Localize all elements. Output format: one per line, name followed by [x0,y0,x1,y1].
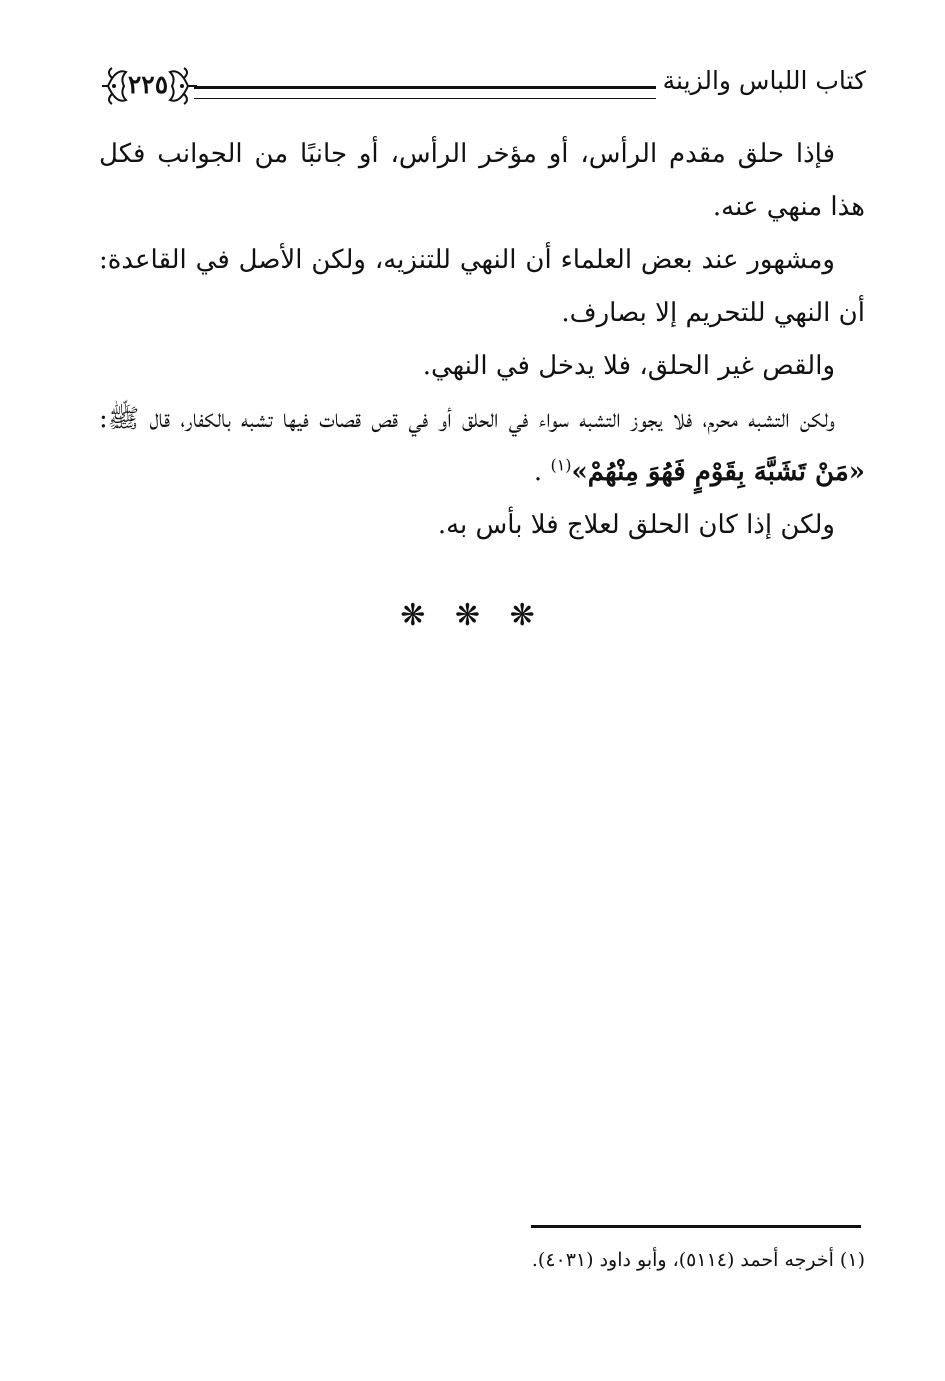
paragraph: ومشهور عند بعض العلماء أن النهي للتنزيه، ولكن الأصل في القاعدة: أن النهي للتحريم إلا بصارف. [99,245,865,328]
paragraph: فإذا حلق مقدم الرأس، أو مؤخر الرأس، أو جانبًا من الجوانب فكل هذا منهي عنه. [99,139,865,222]
footnote-rule [531,1225,861,1228]
footnote: (١) أخرجه أحمد (٥١١٤)، وأبو داود (٤٠٣١). [531,1249,865,1271]
paragraph-with-hadith [99,393,865,499]
page-header [98,58,866,114]
footnote-reference: (١) [550,455,572,475]
running-title: كتاب اللباس والزينة [662,66,866,95]
page-number: ٢٢٥ [127,70,169,99]
page-number-ornament [98,58,198,114]
paragraph-text: ولكن التشبه محرم، فلا يجوز التشبه سواء في الحلق أو في قص قصات فيها تشبه بالكفار، قال ﷺ: [99,404,835,434]
main-text [99,128,865,552]
hadith-quote: «مَنْ تَشَبَّهَ بِقَوْمٍ فَهُوَ مِنْهُمْ» [571,457,865,487]
section-separator-stars: ❋ ❋ ❋ [400,598,545,633]
header-rule [194,86,656,99]
paragraph: ولكن إذا كان الحلق لعلاج فلا بأس به. [437,510,835,540]
paragraph: والقص غير الحلق، فلا يدخل في النهي. [422,351,835,381]
paragraph-end: . [533,457,543,487]
